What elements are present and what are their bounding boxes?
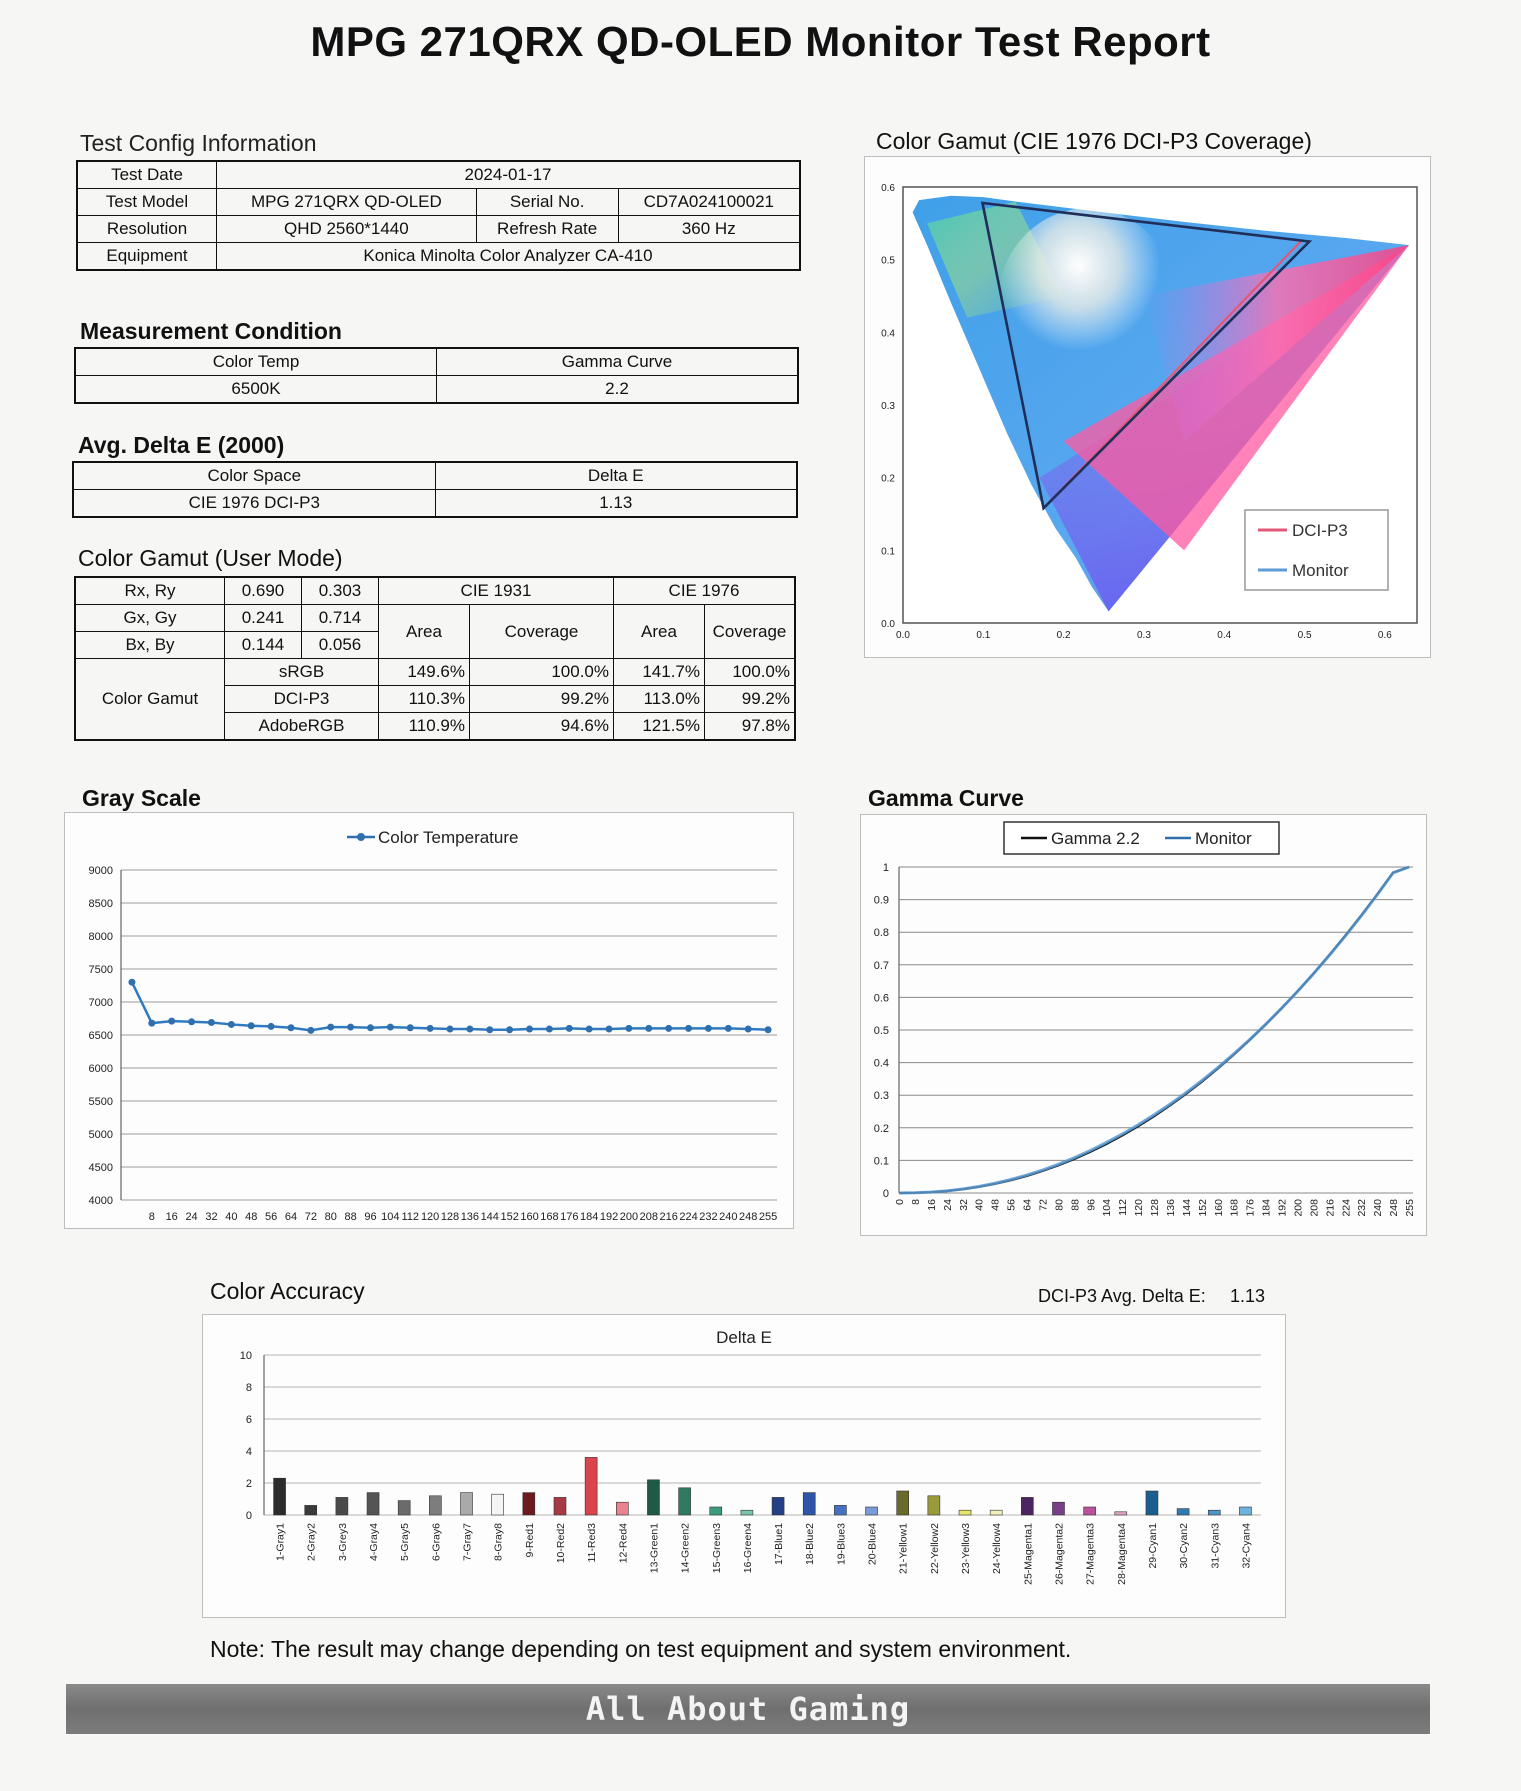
accuracy-x-label: 20-Blue4 xyxy=(866,1523,879,1566)
gray-x-tick: 16 xyxy=(165,1211,178,1223)
gamma-x-tick: 208 xyxy=(1308,1199,1321,1217)
gamma-x-tick: 48 xyxy=(989,1199,1002,1211)
accuracy-bar xyxy=(554,1497,566,1515)
gamma-x-tick: 80 xyxy=(1053,1199,1066,1211)
gamma-y-tick: 0.1 xyxy=(873,1155,889,1168)
gamma-y-tick: 0.6 xyxy=(873,992,889,1005)
gray-point xyxy=(148,1020,155,1027)
gx-value: 0.241 xyxy=(225,605,302,632)
accuracy-chart-title: Delta E xyxy=(716,1328,772,1347)
gray-point xyxy=(327,1024,334,1031)
cie-y-tick: 0.6 xyxy=(881,183,895,194)
gray-point xyxy=(566,1025,573,1032)
accuracy-bar xyxy=(741,1510,753,1515)
gamma-legend-g22: Gamma 2.2 xyxy=(1051,829,1140,848)
accuracy-x-label: 7-Gray7 xyxy=(461,1523,474,1561)
gray-point xyxy=(665,1025,672,1032)
accuracy-x-label: 5-Gray5 xyxy=(399,1523,412,1561)
gamma-y-tick: 0.2 xyxy=(873,1122,889,1135)
accuracy-x-label: 17-Blue1 xyxy=(773,1523,786,1566)
accuracy-x-label: 2-Gray2 xyxy=(305,1523,318,1561)
gamma-y-tick: 0.7 xyxy=(873,959,889,972)
color-temp-label: Color Temp xyxy=(75,348,437,376)
gamma-x-tick: 184 xyxy=(1260,1199,1273,1217)
cie-chart-heading: Color Gamut (CIE 1976 DCI-P3 Coverage) xyxy=(876,128,1312,154)
gamma-x-tick: 176 xyxy=(1244,1199,1257,1217)
accuracy-y-tick: 0 xyxy=(245,1510,252,1522)
gamma-axes xyxy=(874,862,1416,1217)
gamma-x-tick: 8 xyxy=(909,1199,922,1205)
accuracy-bar xyxy=(1084,1507,1096,1515)
gamma-y-tick: 1 xyxy=(882,862,889,874)
accuracy-heading: Color Accuracy xyxy=(210,1278,365,1304)
gray-point xyxy=(128,979,135,986)
gamut-table-heading: Color Gamut (User Mode) xyxy=(78,545,343,571)
accuracy-x-label: 24-Yellow4 xyxy=(991,1523,1004,1574)
accuracy-bar xyxy=(274,1478,286,1515)
test-model-value: MPG 271QRX QD-OLED xyxy=(217,189,477,216)
note-text: Note: The result may change depending on test equipment and system environment. xyxy=(210,1636,1072,1662)
cie-y-tick: 0.5 xyxy=(881,255,895,267)
refresh-label: Refresh Rate xyxy=(476,216,618,243)
gray-point xyxy=(466,1026,473,1033)
gray-point xyxy=(188,1018,195,1025)
gray-point xyxy=(506,1026,513,1033)
gray-x-tick: 232 xyxy=(699,1211,718,1223)
accuracy-x-label: 15-Green3 xyxy=(710,1523,723,1574)
accuracy-bar xyxy=(990,1510,1002,1515)
accuracy-bar xyxy=(1021,1497,1033,1515)
gray-legend xyxy=(347,828,518,847)
color-temp-value: 6500K xyxy=(75,376,437,404)
accuracy-bar xyxy=(679,1488,691,1515)
gray-x-tick: 136 xyxy=(460,1211,480,1223)
cie-x-tick: 0.6 xyxy=(1377,630,1392,641)
gamma-y-tick: 0 xyxy=(882,1188,889,1200)
resolution-label: Resolution xyxy=(77,216,217,243)
gray-point xyxy=(228,1021,235,1028)
dcip3-area-1976: 113.0% xyxy=(614,686,705,713)
accuracy-plot xyxy=(274,1457,1252,1515)
gamma-x-tick: 224 xyxy=(1340,1199,1353,1217)
accuracy-x-label: 16-Green4 xyxy=(741,1523,754,1574)
gamma-x-tick: 64 xyxy=(1021,1199,1034,1211)
gamma-y-tick: 0.3 xyxy=(873,1090,889,1103)
gamma-label: Gamma Curve xyxy=(437,348,799,376)
accuracy-bar xyxy=(959,1510,971,1515)
gamma-y-tick: 0.5 xyxy=(873,1025,889,1037)
cie-chart xyxy=(864,156,1431,658)
gray-x-tick: 8 xyxy=(148,1211,155,1223)
delta-e-value: 1.13 xyxy=(435,490,797,518)
gray-y-tick: 5000 xyxy=(88,1129,113,1141)
gray-point xyxy=(447,1026,454,1033)
gray-y-tick: 6500 xyxy=(88,1030,113,1042)
cie-y-tick: 0.1 xyxy=(881,546,895,558)
delta-e-table xyxy=(72,461,798,518)
gray-point xyxy=(705,1025,712,1032)
accuracy-bar xyxy=(1239,1507,1251,1515)
test-date-value: 2024-01-17 xyxy=(217,161,801,189)
gamma-heading: Gamma Curve xyxy=(868,785,1024,811)
color-gamut-row-label: Color Gamut xyxy=(75,659,225,741)
gray-point xyxy=(486,1026,493,1033)
gray-point xyxy=(526,1026,533,1033)
accuracy-bar xyxy=(647,1480,659,1515)
gray-x-tick: 224 xyxy=(679,1211,698,1223)
gray-point xyxy=(606,1026,613,1033)
accuracy-bar xyxy=(1146,1491,1158,1515)
dcip3-area-1931: 110.3% xyxy=(379,686,470,713)
accuracy-bar xyxy=(866,1507,878,1515)
test-config-heading: Test Config Information xyxy=(80,130,317,156)
gamma-x-tick: 88 xyxy=(1069,1199,1082,1211)
gray-series-line xyxy=(132,982,768,1030)
srgb-coverage-1931: 100.0% xyxy=(470,659,614,686)
gray-y-tick: 4000 xyxy=(88,1195,113,1207)
accuracy-bar xyxy=(492,1494,504,1515)
accuracy-x-label: 11-Red3 xyxy=(586,1523,599,1563)
gray-y-tick: 5500 xyxy=(88,1096,113,1108)
gray-x-tick: 88 xyxy=(344,1211,357,1223)
accuracy-bar xyxy=(1208,1510,1220,1515)
gamma-legend-monitor: Monitor xyxy=(1195,829,1252,848)
gray-point xyxy=(248,1022,255,1029)
accuracy-axes xyxy=(240,1350,1261,1585)
serial-value: CD7A024100021 xyxy=(618,189,800,216)
adobergb-area-1976: 121.5% xyxy=(614,713,705,741)
cie1931-header: CIE 1931 xyxy=(379,577,614,605)
gray-point xyxy=(745,1026,752,1033)
footer-text: All About Gaming xyxy=(585,1690,911,1728)
cie-white-point-glow xyxy=(998,208,1178,398)
accuracy-bar xyxy=(897,1491,909,1515)
gray-x-tick: 56 xyxy=(264,1211,278,1223)
accuracy-bar xyxy=(429,1496,441,1515)
gamma-x-tick: 128 xyxy=(1149,1199,1161,1217)
gray-axes xyxy=(89,865,778,1223)
gamma-x-tick: 160 xyxy=(1212,1199,1225,1217)
gray-y-tick: 8500 xyxy=(88,898,113,910)
gray-point xyxy=(367,1024,374,1031)
accuracy-bar xyxy=(585,1457,597,1515)
gray-y-tick: 4500 xyxy=(88,1162,113,1174)
adobergb-coverage-1931: 94.6% xyxy=(470,713,614,741)
gy-value: 0.714 xyxy=(302,605,379,632)
cie-x-tick: 0.0 xyxy=(896,630,910,641)
accuracy-x-label: 18-Blue2 xyxy=(804,1523,817,1566)
accuracy-x-label: 8-Gray8 xyxy=(492,1523,505,1561)
gamma-y-tick: 0.8 xyxy=(873,927,889,940)
measurement-table xyxy=(74,347,799,404)
gamma-legend xyxy=(1004,822,1279,854)
srgb-coverage-1976: 100.0% xyxy=(705,659,796,686)
gray-x-tick: 255 xyxy=(758,1211,778,1223)
cie-y-tick: 0.2 xyxy=(881,473,895,485)
accuracy-x-label: 26-Magenta2 xyxy=(1053,1523,1066,1585)
gray-y-tick: 9000 xyxy=(88,865,113,877)
gamma-x-tick: 136 xyxy=(1164,1199,1177,1217)
gamma-y-tick: 0.9 xyxy=(873,894,889,907)
gamut-name-adobergb: AdobeRGB xyxy=(225,713,379,741)
gamma-x-tick: 32 xyxy=(957,1199,970,1211)
footer-bar xyxy=(66,1684,1430,1734)
gray-x-tick: 184 xyxy=(579,1211,599,1223)
accuracy-bar xyxy=(834,1505,846,1515)
coverage-1931-header: Coverage xyxy=(470,605,614,659)
dcip3-coverage-1931: 99.2% xyxy=(470,686,614,713)
test-date-label: Test Date xyxy=(77,161,217,189)
color-space-label: Color Space xyxy=(73,462,435,490)
gamma-svg xyxy=(861,815,1426,1235)
gamma-x-tick: 144 xyxy=(1180,1199,1193,1217)
accuracy-bar xyxy=(367,1493,379,1515)
test-config-table xyxy=(76,160,801,271)
gamma-x-tick: 152 xyxy=(1196,1199,1209,1217)
gray-x-tick: 208 xyxy=(639,1211,658,1223)
gamut-name-srgb: sRGB xyxy=(225,659,379,686)
delta-e-label: Delta E xyxy=(435,462,797,490)
gray-legend-marker xyxy=(357,833,365,841)
gray-point xyxy=(268,1023,275,1030)
gray-point xyxy=(387,1024,394,1031)
by-value: 0.056 xyxy=(302,632,379,659)
accuracy-x-label: 23-Yellow3 xyxy=(960,1523,973,1574)
accuracy-y-tick: 2 xyxy=(245,1478,252,1490)
gamma-x-tick: 248 xyxy=(1388,1199,1401,1217)
gray-x-tick: 176 xyxy=(560,1211,579,1223)
gamma-x-tick: 168 xyxy=(1228,1199,1241,1217)
coverage-1976-header: Coverage xyxy=(705,605,796,659)
equipment-label: Equipment xyxy=(77,243,217,271)
gray-point xyxy=(168,1018,175,1025)
color-space-value: CIE 1976 DCI-P3 xyxy=(73,490,435,518)
gray-x-tick: 112 xyxy=(401,1211,420,1223)
avg-delta-e-label: DCI-P3 Avg. Delta E: xyxy=(1038,1286,1206,1306)
accuracy-bar xyxy=(305,1505,317,1515)
gray-x-tick: 72 xyxy=(304,1211,317,1223)
accuracy-x-label: 4-Gray4 xyxy=(368,1523,381,1561)
gray-x-tick: 104 xyxy=(381,1211,400,1223)
accuracy-x-label: 1-Gray1 xyxy=(274,1523,287,1561)
gray-x-tick: 152 xyxy=(500,1211,519,1223)
gray-legend-label: Color Temperature xyxy=(378,828,519,847)
test-model-label: Test Model xyxy=(77,189,217,216)
cie-y-tick: 0.0 xyxy=(881,619,895,630)
accuracy-y-tick: 10 xyxy=(239,1350,252,1362)
gray-x-tick: 120 xyxy=(420,1211,440,1223)
gamma-x-tick: 112 xyxy=(1117,1199,1130,1216)
gamma-x-tick: 56 xyxy=(1005,1199,1018,1211)
accuracy-chart xyxy=(202,1314,1286,1618)
gray-y-tick: 7000 xyxy=(88,997,113,1009)
accuracy-x-label: 10-Red2 xyxy=(554,1523,567,1564)
gray-x-tick: 144 xyxy=(480,1211,499,1223)
measurement-heading: Measurement Condition xyxy=(80,318,342,344)
accuracy-bar xyxy=(616,1502,628,1515)
cie-legend-dcip3: DCI-P3 xyxy=(1292,521,1348,540)
gray-point xyxy=(625,1025,632,1032)
gamma-x-tick: 96 xyxy=(1085,1199,1098,1211)
cie1976-header: CIE 1976 xyxy=(614,577,796,605)
srgb-area-1931: 149.6% xyxy=(379,659,470,686)
gamma-x-tick: 40 xyxy=(973,1199,986,1211)
cie-legend-monitor: Monitor xyxy=(1292,561,1349,580)
accuracy-x-label: 14-Green2 xyxy=(679,1523,692,1574)
adobergb-coverage-1976: 97.8% xyxy=(705,713,796,741)
gray-scale-heading: Gray Scale xyxy=(82,785,201,811)
srgb-area-1976: 141.7% xyxy=(614,659,705,686)
ry-value: 0.303 xyxy=(302,577,379,605)
gray-x-tick: 168 xyxy=(540,1211,559,1223)
accuracy-bar xyxy=(336,1497,348,1515)
gamma-x-tick: 255 xyxy=(1404,1199,1416,1217)
gray-x-tick: 24 xyxy=(185,1211,198,1223)
accuracy-x-label: 28-Magenta4 xyxy=(1115,1523,1128,1585)
gray-x-tick: 240 xyxy=(719,1211,738,1223)
accuracy-bar xyxy=(803,1493,815,1515)
gray-point xyxy=(645,1025,652,1032)
cie-y-tick: 0.3 xyxy=(881,401,895,412)
rx-value: 0.690 xyxy=(225,577,302,605)
report-title: MPG 271QRX QD-OLED Monitor Test Report xyxy=(310,18,1211,65)
accuracy-x-label: 31-Cyan3 xyxy=(1209,1523,1222,1569)
accuracy-x-label: 25-Magenta1 xyxy=(1022,1523,1035,1585)
gray-point xyxy=(546,1026,553,1033)
gray-x-tick: 248 xyxy=(739,1211,758,1223)
gamma-x-tick: 16 xyxy=(925,1199,938,1211)
gray-x-tick: 216 xyxy=(659,1211,678,1223)
bx-label: Bx, By xyxy=(75,632,225,659)
gray-x-tick: 160 xyxy=(520,1211,539,1223)
accuracy-bar xyxy=(398,1501,410,1515)
accuracy-bar xyxy=(710,1507,722,1515)
dcip3-coverage-1976: 99.2% xyxy=(705,686,796,713)
accuracy-svg xyxy=(203,1315,1285,1617)
gamma-x-tick: 0 xyxy=(894,1199,906,1205)
gx-label: Gx, Gy xyxy=(75,605,225,632)
accuracy-bar xyxy=(1052,1502,1064,1515)
gamma-x-tick: 24 xyxy=(941,1199,954,1211)
accuracy-bar xyxy=(1177,1509,1189,1515)
cie-x-tick: 0.4 xyxy=(1217,630,1232,641)
area-1976-header: Area xyxy=(614,605,705,659)
gray-x-tick: 32 xyxy=(205,1211,218,1223)
gray-x-tick: 40 xyxy=(225,1211,238,1223)
gray-point xyxy=(347,1024,354,1031)
gray-x-tick: 192 xyxy=(599,1211,619,1223)
accuracy-x-label: 13-Green1 xyxy=(648,1523,661,1574)
accuracy-y-tick: 6 xyxy=(245,1414,252,1426)
bx-value: 0.144 xyxy=(225,632,302,659)
gray-point xyxy=(725,1025,732,1032)
gamma-value: 2.2 xyxy=(437,376,799,404)
cie-x-tick: 0.1 xyxy=(976,630,991,641)
gamut-name-dcip3: DCI-P3 xyxy=(225,686,379,713)
gray-point xyxy=(287,1024,294,1031)
gray-plot xyxy=(128,979,771,1034)
gray-point xyxy=(765,1026,772,1033)
gray-y-tick: 8000 xyxy=(88,931,113,943)
gray-point xyxy=(208,1019,215,1026)
cie-chart-svg xyxy=(865,157,1430,657)
gray-x-tick: 48 xyxy=(245,1211,258,1223)
accuracy-x-label: 19-Blue3 xyxy=(835,1523,848,1566)
accuracy-x-label: 9-Red1 xyxy=(523,1523,536,1558)
gray-x-tick: 96 xyxy=(364,1211,377,1223)
cie-x-tick: 0.3 xyxy=(1136,630,1151,641)
accuracy-x-label: 21-Yellow1 xyxy=(897,1523,910,1574)
accuracy-bar xyxy=(523,1493,535,1515)
gray-point xyxy=(407,1024,414,1031)
gray-point xyxy=(307,1027,314,1034)
gamma-x-tick: 200 xyxy=(1292,1199,1305,1217)
cie-x-tick: 0.5 xyxy=(1297,630,1312,641)
accuracy-bar xyxy=(461,1493,473,1515)
rx-label: Rx, Ry xyxy=(75,577,225,605)
gamma-x-tick: 72 xyxy=(1037,1199,1050,1211)
cie-x-tick: 0.2 xyxy=(1056,630,1071,641)
accuracy-bar xyxy=(928,1496,940,1515)
gamut-table xyxy=(74,576,796,741)
accuracy-bar xyxy=(1115,1512,1127,1515)
gray-y-tick: 6000 xyxy=(88,1063,113,1075)
gray-x-tick: 128 xyxy=(440,1211,460,1223)
gamma-x-tick: 216 xyxy=(1324,1199,1337,1217)
accuracy-x-label: 12-Red4 xyxy=(617,1523,630,1564)
cie-y-tick: 0.4 xyxy=(881,328,895,340)
accuracy-x-label: 27-Magenta3 xyxy=(1084,1523,1097,1585)
accuracy-x-label: 22-Yellow2 xyxy=(928,1523,941,1574)
resolution-value: QHD 2560*1440 xyxy=(217,216,477,243)
gray-point xyxy=(685,1025,692,1032)
area-1931-header: Area xyxy=(379,605,470,659)
gray-y-tick: 7500 xyxy=(88,964,113,976)
gamma-x-tick: 104 xyxy=(1101,1199,1114,1217)
gray-point xyxy=(427,1025,434,1032)
gray-x-tick: 64 xyxy=(284,1211,298,1223)
cie-legend xyxy=(1245,510,1388,590)
gamma-x-tick: 192 xyxy=(1276,1199,1289,1217)
gamma-y-tick: 0.4 xyxy=(873,1057,889,1070)
adobergb-area-1931: 110.9% xyxy=(379,713,470,741)
gray-x-tick: 80 xyxy=(324,1211,337,1223)
gray-scale-chart xyxy=(64,812,794,1229)
gamma-x-tick: 232 xyxy=(1356,1199,1369,1217)
accuracy-x-label: 29-Cyan1 xyxy=(1146,1523,1159,1569)
gray-x-tick: 200 xyxy=(619,1211,639,1223)
refresh-value: 360 Hz xyxy=(618,216,800,243)
gray-point xyxy=(586,1026,593,1033)
accuracy-x-label: 32-Cyan4 xyxy=(1240,1523,1253,1569)
avg-delta-e-value: 1.13 xyxy=(1230,1286,1266,1306)
accuracy-x-label: 3-Grey3 xyxy=(336,1523,349,1561)
accuracy-y-tick: 4 xyxy=(245,1446,252,1458)
accuracy-bar xyxy=(772,1497,784,1515)
gamma-x-tick: 120 xyxy=(1133,1199,1146,1217)
delta-e-heading: Avg. Delta E (2000) xyxy=(78,432,285,458)
serial-label: Serial No. xyxy=(476,189,618,216)
accuracy-x-label: 30-Cyan2 xyxy=(1178,1523,1191,1569)
gray-scale-svg xyxy=(65,813,793,1228)
gamma-chart xyxy=(860,814,1427,1236)
equipment-value: Konica Minolta Color Analyzer CA-410 xyxy=(217,243,801,271)
accuracy-x-label: 6-Gray6 xyxy=(430,1523,443,1561)
gamma-x-tick: 240 xyxy=(1372,1199,1385,1217)
accuracy-y-tick: 8 xyxy=(245,1382,252,1394)
